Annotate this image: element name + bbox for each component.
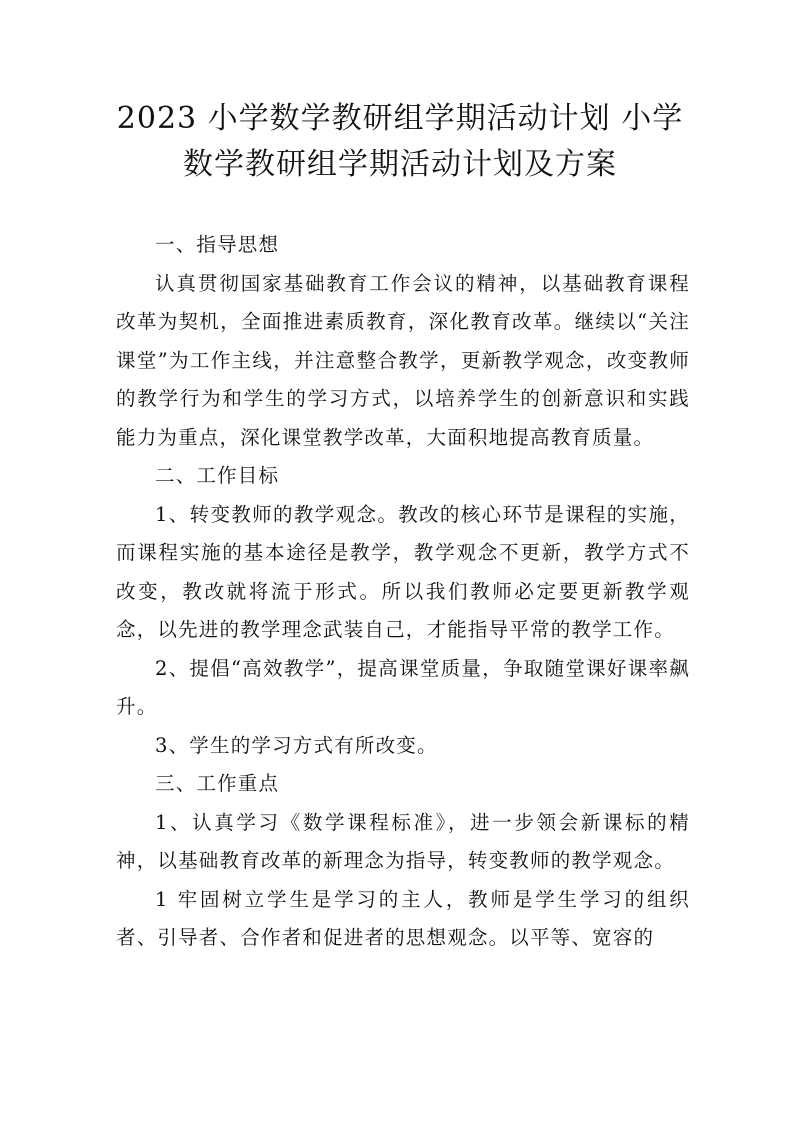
document-title: 2023 小学数学教研组学期活动计划 小学数学教研组学期活动计划及方案 xyxy=(116,101,684,182)
section-heading-work-focus: 三、工作重点 xyxy=(155,772,280,795)
paragraph-focus-1-sub: 1 牢固树立学生是学习的主人，教师是学生学习的组织者、引导者、合作者和促进者的思想观念。以平等、宽容的 xyxy=(116,887,690,949)
section-heading-work-goals: 二、工作目标 xyxy=(155,464,280,487)
paragraph-goal-3: 3、学生的学习方式有所改变。 xyxy=(155,733,438,757)
document-body xyxy=(116,226,690,958)
paragraph-focus-1: 1、认真学习《数学课程标准》，进一步领会新课标的精神，以基础教育改革的新理念为指导，转变教师的教学观念。 xyxy=(116,810,690,872)
paragraph-guiding-thought: 认真贯彻国家基础教育工作会议的精神，以基础教育课程改革为契机，全面推进素质教育，深化教育改革。继续以“关注课堂”为工作主线，并注意整合教学，更新教学观念，改变教师的教学行为和学生的学习方式，以培养学生的创新意识和实践能力为重点，深化课堂教学改革，大面积地提高教育质量。 xyxy=(116,271,690,449)
paragraph-goal-2: 2、提倡“高效教学”，提高课堂质量，争取随堂课好课率飙升。 xyxy=(116,656,690,718)
section-heading-guiding-thought: 一、指导思想 xyxy=(155,233,280,256)
paragraph-goal-1: 1、转变教师的教学观念。教改的核心环节是课程的实施，而课程实施的基本途径是教学，教学观念不更新，教学方式不改变，教改就将流于形式。所以我们教师必定要更新教学观念，以先进的教学理念武装自己，才能指导平常的教学工作。 xyxy=(116,502,690,641)
